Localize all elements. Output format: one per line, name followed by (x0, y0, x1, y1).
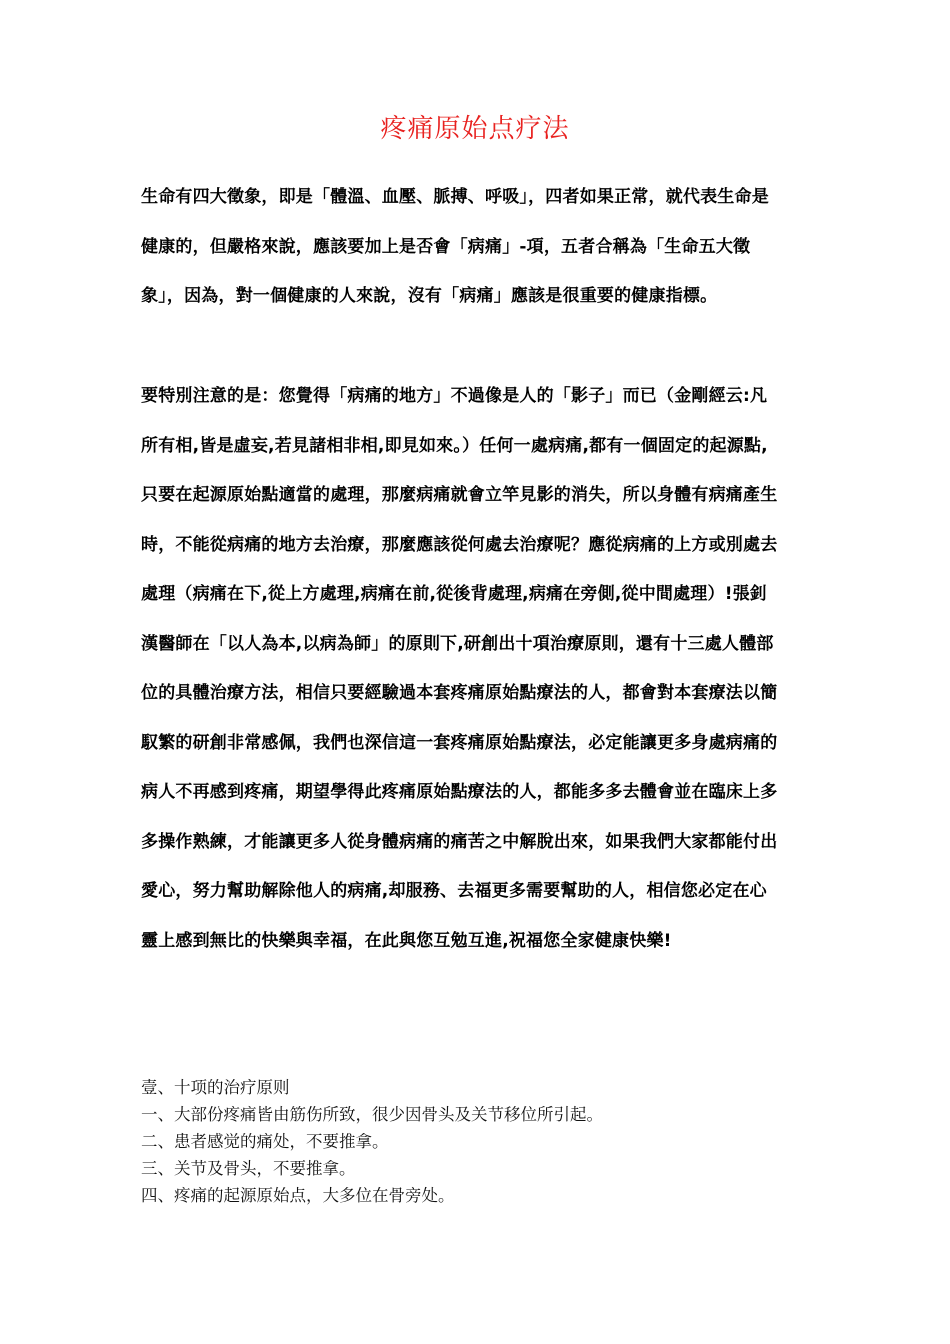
paragraph-line: 愛心，努力幫助解除他人的病痛,却服務、去福更多需要幫助的人，相信您必定在心 (141, 881, 767, 901)
paragraph-line: 漢醫師在「以人為本,以病為師」的原則下,研創出十項治療原則，還有十三處人體部 (141, 633, 774, 654)
paragraph-line: 只要在起源原始點適當的處理，那麼病痛就會立竿見影的消失，所以身體有病痛產生 (141, 485, 778, 505)
paragraph-line: 健康的，但嚴格來說，應該要加上是否會「病痛」-項，五者合稱為「生命五大徵 (141, 236, 751, 257)
paragraph-line: 生命有四大徵象，即是「體溫、血壓、脈搏、呼吸」，四者如果正常，就代表生命是 (141, 187, 769, 207)
main-paragraph (141, 372, 817, 966)
principles-heading: 壹、十项的治疗原则 (141, 1078, 290, 1097)
principle-item: 四、疼痛的起源原始点，大多位在骨旁处。 (141, 1186, 455, 1205)
principles-section (141, 1074, 821, 1209)
paragraph-line: 馭繁的研創非常感佩，我們也深信這一套疼痛原始點療法，必定能讓更多身處病痛的 (141, 732, 778, 753)
paragraph-line: 多操作熟練，才能讓更多人從身體病痛的痛苦之中解脫出來，如果我們大家都能付出 (141, 831, 778, 852)
document-title: 疼痛原始点疗法 (380, 114, 570, 144)
paragraph-line: 處理（病痛在下,從上方處理,病痛在前,從後背處理,病痛在旁側,從中間處理）!張釗 (141, 584, 768, 604)
principle-item: 二、患者感觉的痛处，不要推拿。 (141, 1132, 389, 1151)
principle-item: 一、大部份疼痛皆由筋伤所致，很少因骨头及关节移位所引起。 (141, 1105, 603, 1124)
paragraph-line: 靈上感到無比的快樂與幸福，在此與您互勉互進,祝福您全家健康快樂! (141, 930, 672, 951)
paragraph-line: 所有相,皆是虛妄,若見諸相非相,即見如來。）任何一處病痛,都有一個固定的起源點, (141, 435, 768, 456)
paragraph-line: 時，不能從病痛的地方去治療，那麼應該從何處去治療呢？應從病痛的上方或別處去 (141, 534, 778, 555)
principle-item: 三、关节及骨头，不要推拿。 (141, 1159, 356, 1178)
paragraph-line: 病人不再感到疼痛，期望學得此疼痛原始點療法的人，都能多多去體會並在臨床上多 (141, 782, 778, 802)
paragraph-line: 象」，因為，對一個健康的人來說，沒有「病痛」應該是很重要的健康指標。 (141, 286, 718, 306)
paragraph-line: 要特別注意的是：您覺得「病痛的地方」不過像是人的「影子」而已（金剛經云:凡 (141, 386, 768, 406)
paragraph-line: 位的具體治療方法，相信只要經驗過本套疼痛原始點療法的人，都會對本套療法以簡 (141, 683, 778, 703)
intro-paragraph (141, 173, 817, 322)
